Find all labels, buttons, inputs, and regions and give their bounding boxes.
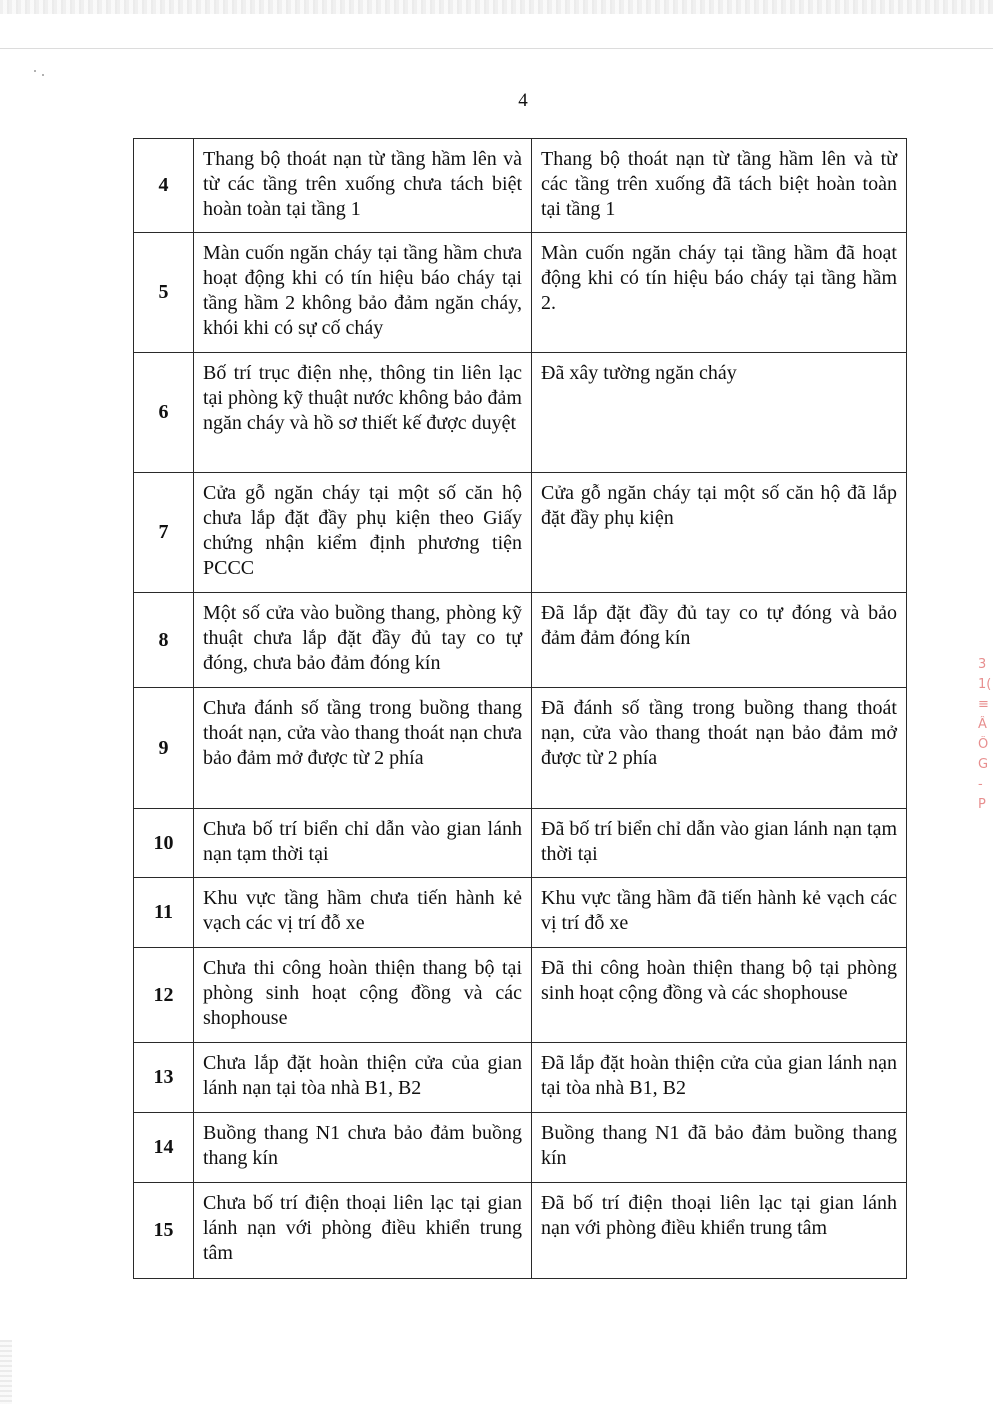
issue-cell: Màn cuốn ngăn cháy tại tầng hầm chưa hoạt động khi có tín hiệu báo cháy tại tầng hầm 2 không bảo đảm ngăn cháy, khói khi có sự cố cháy <box>194 233 532 353</box>
table-row <box>134 353 907 473</box>
table-row <box>134 473 907 593</box>
row-number: 14 <box>134 1113 194 1183</box>
remedy-cell: Màn cuốn ngăn cháy tại tầng hầm đã hoạt động khi có tín hiệu báo cháy tại tầng hầm 2. <box>532 233 907 353</box>
row-number: 4 <box>134 139 194 233</box>
remedy-cell: Đã bố trí điện thoại liên lạc tại gian lánh nạn với phòng điều khiển trung tâm <box>532 1183 907 1279</box>
row-number: 15 <box>134 1183 194 1279</box>
table-row <box>134 139 907 233</box>
issue-cell: Chưa đánh số tầng trong buồng thang thoát nạn, cửa vào thang thoát nạn chưa bảo đảm mở được từ 2 phía <box>194 688 532 809</box>
remedy-cell: Thang bộ thoát nạn từ tầng hầm lên và từ các tầng trên xuống đã tách biệt hoàn toàn tại tầng 1 <box>532 139 907 233</box>
row-number: 8 <box>134 593 194 688</box>
scan-edge-top <box>0 0 993 14</box>
remedy-cell: Đã đánh số tầng trong buồng thang thoát nạn, cửa vào thang thoát nạn bảo đảm mở được từ 2 phía <box>532 688 907 809</box>
remedy-cell: Đã lắp đặt đầy đủ tay co tự đóng và bảo đảm đảm đóng kín <box>532 593 907 688</box>
table-row <box>134 688 907 809</box>
issue-cell: Thang bộ thoát nạn từ tầng hầm lên và từ các tầng trên xuống chưa tách biệt hoàn toàn tại tầng 1 <box>194 139 532 233</box>
scan-edge-left <box>0 1340 12 1404</box>
remedy-cell: Buồng thang N1 đã bảo đảm buồng thang kín <box>532 1113 907 1183</box>
table-row <box>134 1043 907 1113</box>
row-number: 13 <box>134 1043 194 1113</box>
remedy-cell: Đã bố trí biển chỉ dẫn vào gian lánh nạn tạm thời tại <box>532 809 907 878</box>
row-number: 11 <box>134 878 194 948</box>
row-number: 7 <box>134 473 194 593</box>
issue-cell: Chưa lắp đặt hoàn thiện cửa của gian lánh nạn tại tòa nhà B1, B2 <box>194 1043 532 1113</box>
scan-artifact-line <box>0 48 993 49</box>
row-number: 10 <box>134 809 194 878</box>
red-stamp-fragment: 3 1( ≡ Â Ô G - P <box>978 657 992 812</box>
table-row <box>134 593 907 688</box>
table-row <box>134 948 907 1043</box>
issue-cell: Một số cửa vào buồng thang, phòng kỹ thuật chưa lắp đặt đầy đủ tay co tự đóng, chưa bảo đảm đóng kín <box>194 593 532 688</box>
row-number: 5 <box>134 233 194 353</box>
scan-speck <box>34 70 36 72</box>
remedy-cell: Đã xây tường ngăn cháy <box>532 353 907 473</box>
remedy-cell: Đã thi công hoàn thiện thang bộ tại phòng sinh hoạt cộng đồng và các shophouse <box>532 948 907 1043</box>
table-row <box>134 233 907 353</box>
table-row <box>134 1113 907 1183</box>
remedy-cell: Đã lắp đặt hoàn thiện cửa của gian lánh nạn tại tòa nhà B1, B2 <box>532 1043 907 1113</box>
issue-cell: Bố trí trục điện nhẹ, thông tin liên lạc tại phòng kỹ thuật nước không bảo đảm ngăn cháy và hồ sơ thiết kế được duyệt <box>194 353 532 473</box>
issue-cell: Khu vực tầng hầm chưa tiến hành kẻ vạch các vị trí đỗ xe <box>194 878 532 948</box>
row-number: 12 <box>134 948 194 1043</box>
remedy-cell: Khu vực tầng hầm đã tiến hành kẻ vạch các vị trí đỗ xe <box>532 878 907 948</box>
issue-cell: Chưa bố trí điện thoại liên lạc tại gian lánh nạn với phòng điều khiển trung tâm <box>194 1183 532 1279</box>
findings-table <box>133 138 907 1279</box>
issue-cell: Buồng thang N1 chưa bảo đảm buồng thang kín <box>194 1113 532 1183</box>
remedy-cell: Cửa gỗ ngăn cháy tại một số căn hộ đã lắp đặt đầy phụ kiện <box>532 473 907 593</box>
page-number: 4 <box>518 90 528 111</box>
table-row <box>134 878 907 948</box>
issue-cell: Cửa gỗ ngăn cháy tại một số căn hộ chưa lắp đặt đầy phụ kiện theo Giấy chứng nhận kiểm định phương tiện PCCC <box>194 473 532 593</box>
issue-cell: Chưa bố trí biển chỉ dẫn vào gian lánh nạn tạm thời tại <box>194 809 532 878</box>
issue-cell: Chưa thi công hoàn thiện thang bộ tại phòng sinh hoạt cộng đồng và các shophouse <box>194 948 532 1043</box>
row-number: 6 <box>134 353 194 473</box>
scan-speck <box>42 74 44 76</box>
table-row <box>134 809 907 878</box>
row-number: 9 <box>134 688 194 809</box>
table-row <box>134 1183 907 1279</box>
